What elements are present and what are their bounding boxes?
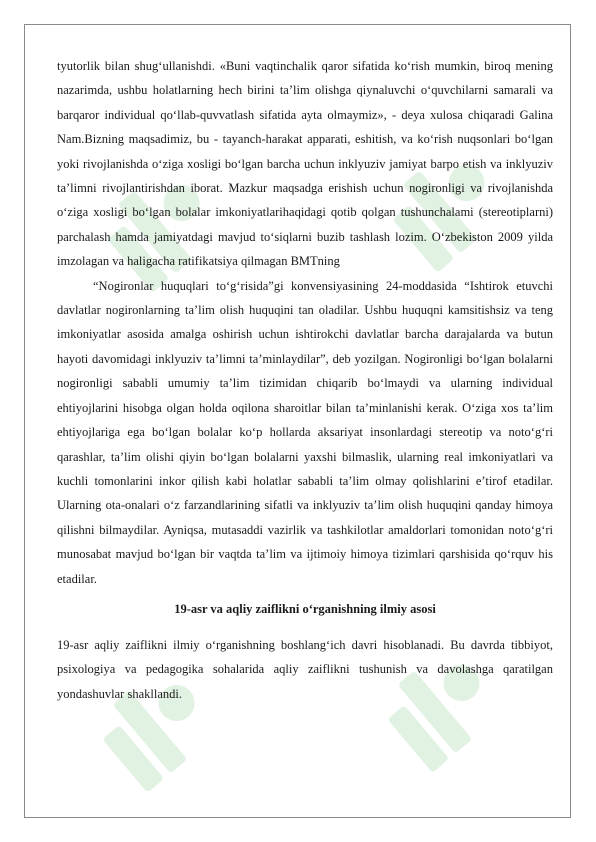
section-heading: 19-asr va aqliy zaiflikni o‘rganishning ilmiy asosi [174, 601, 436, 616]
document-body [57, 54, 553, 706]
paragraph-2: “Nogironlar huquqlari to‘g‘risida”gi konvensiyasining 24-moddasida “Ishtirok etuvchi davlatlar nogironlarning ta’lim olish huquqini tan oladilar. Ushbu huquqni kamsitishsiz va teng imkoniyatlar asosida amalga oshirish uchun ishtirokchi davlatlar barcha darajalarda va butun hayoti davomidagi inklyuziv ta’limni ta’minlaydilar”, deb yozilgan. Nogironligi bo‘lgan bolalarni nogironligi sababli umumiy ta’lim tizimidan chiqarib bo‘lmaydi va ularning individual ehtiyojlarini hisobga olgan holda oqilona sharoitlar bilan ta’minlanishi kerak. O‘ziga xos ta’lim ehtiyojlariga ega bo‘lgan bolalar ko‘p hollarda aksariyat insonlardagi stereotip va noto‘g‘ri qarashlar, ta’lim olishi qiyin bo‘lgan bolalarni yaxshi bilmaslik, ularning real imkoniyatlari va kuchli tomonlarini inkor qilish kabi holatlar sababli ta’lim olmay qolishlarini e’tirof etadilar. Ularning ota-onalari o‘z farzandlarining sifatli va inklyuziv ta’lim olish huquqini qanday himoya qilishni bilmaydilar. Ayniqsa, mutasaddi vazirlik va tashkilotlar amaldorlari tomonidan noto‘g‘ri munosabat mavjud bo‘lgan bir vaqtda ta’lim va ijtimoiy himoya tizimlari qarshisida qo‘rquv his etadilar. [57, 278, 553, 586]
paragraph-1: tyutorlik bilan shug‘ullanishdi. «Buni vaqtinchalik qaror sifatida ko‘rish mumkin, biroq mening nazarimda, ushbu holatlarning hech birini ta’lim olishga qiynaluvchi o‘quvchilarni samarali va barqaror individual qo‘llab-quvvatlash sifatida ayta olmaymiz», - deya xulosa chiqaradi Galina Nam.Bizning maqsadimiz, bu - tayanch-harakat apparati, eshitish, va ko‘rish nuqsonlari bo‘lgan yoki rivojlanishda o‘ziga xosligi bo‘lgan barcha uchun inklyuziv jamiyat barpo etish va inklyuziv ta’limni rivojlantirishdan iborat. Mazkur maqsadga erishish uchun nogironligi va rivojlanishda o‘ziga xosligi bo‘lgan bolalar imkoniyatlarihaqidagi qotib qolgan tushunchalami (stereotiplarni) parchalash hamda jamiyatdagi mavjud to‘siqlarni buzib tashlash lozim. O‘zbekiston 2009 yilda imzolagan va haligacha ratifikatsiya qilmagan BMTning [57, 59, 553, 269]
paragraph-3: 19-asr aqliy zaiflikni ilmiy o‘rganishning boshlang‘ich davri hisoblanadi. Bu davrda tibbiyot, psixologiya va pedagogika sohalarida aqliy zaiflikni tushunish va davolashga qaratilgan yondashuvlar shakllandi. [57, 637, 553, 701]
